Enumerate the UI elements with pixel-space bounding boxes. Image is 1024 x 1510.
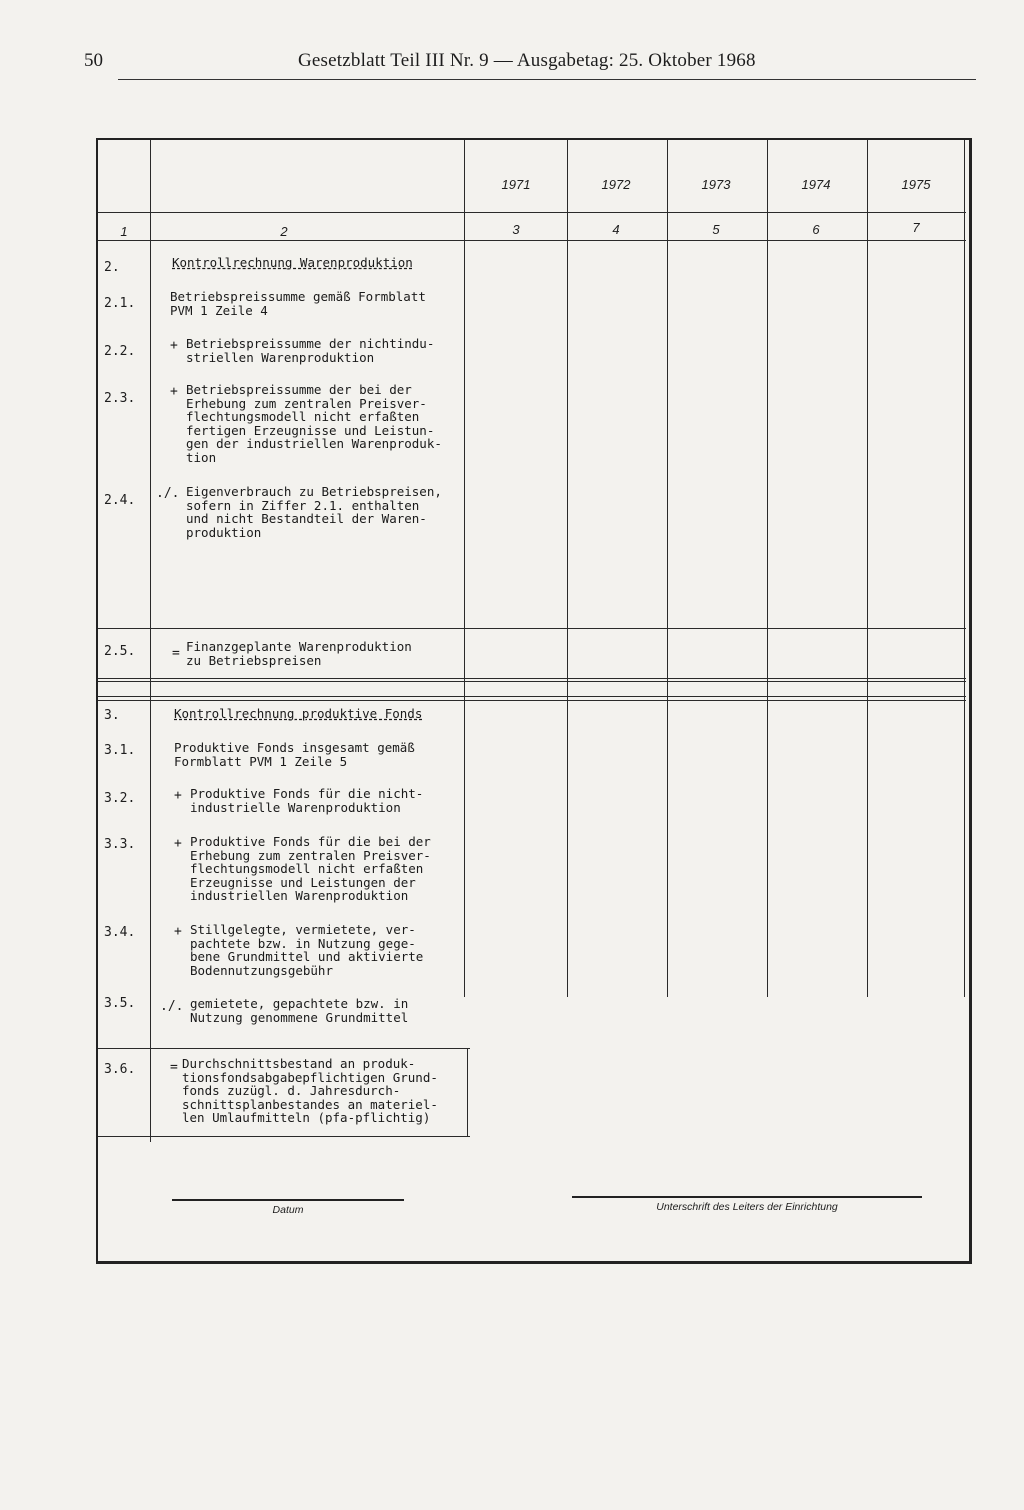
row-text: gemietete, gepachtete bzw. in Nutzung genommene Grundmittel	[190, 996, 409, 1025]
col-divider-2	[464, 140, 465, 997]
colnum-divider	[98, 240, 966, 241]
row-number: 2.4.	[104, 493, 136, 508]
colnum-5: 5	[712, 222, 720, 237]
colnum-3: 3	[512, 222, 520, 237]
row-text: Produktive Fonds insgesamt gemäß Formblatt PVM 1 Zeile 5	[174, 740, 415, 769]
row-prefix: ./.	[156, 486, 180, 501]
signature-line	[572, 1196, 922, 1198]
row-number: 2.	[104, 260, 120, 275]
col-divider-1	[150, 140, 151, 1142]
year-header-1975: 1975	[901, 177, 931, 192]
col-divider-6	[867, 140, 868, 997]
row-3-6-bottom	[98, 1136, 470, 1137]
section-gap-top	[98, 681, 966, 682]
col-divider-5	[767, 140, 768, 997]
col-divider-3	[567, 140, 568, 997]
row-prefix: +	[174, 836, 182, 851]
year-header-1971: 1971	[501, 177, 531, 192]
row-number: 2.3.	[104, 391, 136, 406]
colnum-6: 6	[812, 222, 820, 237]
row-prefix: ./.	[160, 999, 184, 1014]
col-divider-2b	[467, 1048, 468, 1136]
row-text: Produktive Fonds für die nicht- industrielle Warenproduktion	[190, 786, 424, 815]
row-2-5-bottom	[98, 678, 966, 679]
colnum-7: 7	[912, 220, 920, 235]
header-divider	[98, 212, 966, 213]
section-title: Kontrollrechnung Warenproduktion	[172, 255, 413, 270]
form-table	[96, 138, 972, 1264]
row-text: Durchschnittsbestand an produk- tionsfondsabgabepflichtigen Grund- fonds zuzügl. d. Jahresdurch- schnittsplanbestandes an materiel- len Umlaufmitteln (pfa-pflichtig)	[182, 1056, 438, 1126]
row-text: Betriebspreissumme der nichtindu- striellen Warenproduktion	[186, 336, 435, 365]
date-line	[172, 1199, 404, 1201]
row-text: Eigenverbrauch zu Betriebspreisen, sofern in Ziffer 2.1. enthalten und nicht Bestandteil der Waren- produktion	[186, 484, 442, 540]
page-number: 50	[84, 50, 103, 71]
row-number: 2.1.	[104, 296, 136, 311]
section-title: Kontrollrechnung produktive Fonds	[174, 706, 423, 721]
gazette-title: Gesetzblatt Teil III Nr. 9 — Ausgabetag: 25. Oktober 1968	[298, 50, 756, 71]
row-prefix: +	[170, 384, 178, 399]
row-number: 3.3.	[104, 837, 136, 852]
row-number: 3.5.	[104, 996, 136, 1011]
row-number: 3.4.	[104, 925, 136, 940]
colnum-4: 4	[612, 222, 620, 237]
year-header-1974: 1974	[801, 177, 831, 192]
row-text: Betriebspreissumme der bei der Erhebung zum zentralen Preisver- flechtungsmodell nicht erfaßten fertigen Erzeugnisse und Leistun- gen der industriellen Warenproduk- tion	[186, 382, 442, 465]
row-number: 2.2.	[104, 344, 136, 359]
page-header	[0, 46, 1024, 80]
row-prefix: =	[170, 1060, 178, 1075]
row-prefix: +	[174, 924, 182, 939]
year-header-1973: 1973	[701, 177, 731, 192]
row-number: 3.	[104, 708, 120, 723]
row-text: Stillgelegte, vermietete, ver- pachtete bzw. in Nutzung gege- bene Grundmittel und aktivierte Bodennutzungsgebühr	[190, 922, 424, 978]
row-number: 2.5.	[104, 644, 136, 659]
year-header-1972: 1972	[601, 177, 631, 192]
row-prefix: =	[172, 646, 180, 661]
row-3-6-top	[98, 1048, 470, 1049]
row-number: 3.6.	[104, 1062, 136, 1077]
row-number: 3.1.	[104, 743, 136, 758]
row-prefix: +	[170, 338, 178, 353]
header-rule	[118, 79, 976, 80]
row-text: Betriebspreissumme gemäß Formblatt PVM 1 Zeile 4	[170, 289, 426, 318]
date-label: Datum	[272, 1204, 304, 1216]
signature-label: Unterschrift des Leiters der Einrichtung	[656, 1201, 838, 1213]
row-prefix: +	[174, 788, 182, 803]
row-number: 3.2.	[104, 791, 136, 806]
section-gap-line	[98, 700, 966, 701]
col-divider-4	[667, 140, 668, 997]
inner-right-border	[964, 140, 965, 997]
row-2-5-top	[98, 628, 966, 629]
row-text: Produktive Fonds für die bei der Erhebung zum zentralen Preisver- flechtungsmodell nicht erfaßten Erzeugnisse und Leistungen der industriellen Warenproduktion	[190, 834, 431, 904]
colnum-2: 2	[280, 224, 288, 239]
colnum-1: 1	[120, 224, 128, 239]
row-text: Finanzgeplante Warenproduktion zu Betriebspreisen	[186, 639, 412, 668]
section-gap-bottom	[98, 696, 966, 697]
